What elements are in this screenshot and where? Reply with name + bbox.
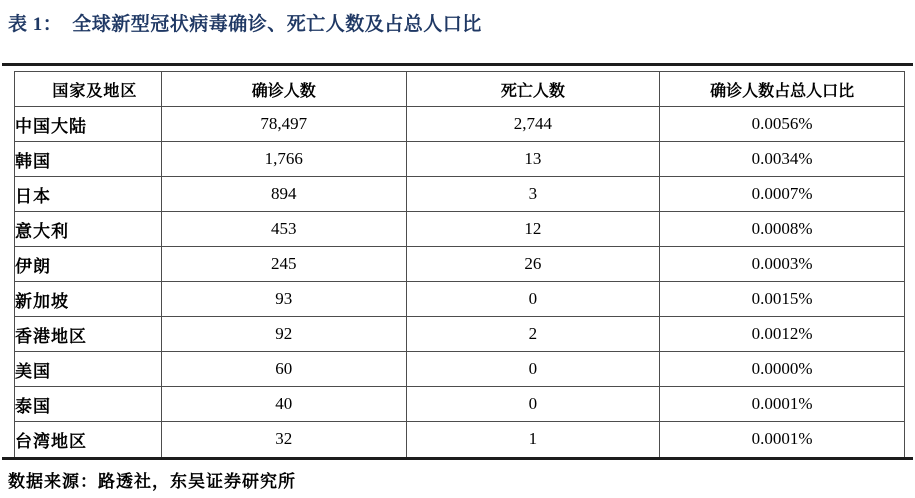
cell-deaths: 0 bbox=[406, 387, 660, 422]
table-row bbox=[15, 422, 905, 457]
table-title-text: 全球新型冠状病毒确诊、死亡人数及占总人口比 bbox=[72, 14, 482, 35]
table-row bbox=[15, 352, 905, 387]
covid-stats-table bbox=[14, 71, 905, 457]
table-row bbox=[15, 107, 905, 142]
cell-confirmed: 1,766 bbox=[161, 142, 406, 177]
cell-ratio: 0.0056% bbox=[660, 107, 905, 142]
table-row bbox=[15, 247, 905, 282]
table-frame bbox=[2, 63, 913, 460]
cell-ratio: 0.0001% bbox=[660, 422, 905, 457]
cell-region: 台湾地区 bbox=[15, 422, 162, 457]
table-row bbox=[15, 142, 905, 177]
cell-region: 泰国 bbox=[15, 387, 162, 422]
cell-confirmed: 453 bbox=[161, 212, 406, 247]
table-row bbox=[15, 212, 905, 247]
cell-deaths: 0 bbox=[406, 282, 660, 317]
header-deaths: 死亡人数 bbox=[406, 72, 660, 107]
cell-deaths: 3 bbox=[406, 177, 660, 212]
cell-deaths: 2 bbox=[406, 317, 660, 352]
cell-deaths: 12 bbox=[406, 212, 660, 247]
cell-ratio: 0.0007% bbox=[660, 177, 905, 212]
table-row bbox=[15, 282, 905, 317]
cell-ratio: 0.0008% bbox=[660, 212, 905, 247]
cell-region: 意大利 bbox=[15, 212, 162, 247]
header-row bbox=[15, 72, 905, 107]
cell-ratio: 0.0015% bbox=[660, 282, 905, 317]
table-title bbox=[8, 9, 915, 36]
cell-ratio: 0.0001% bbox=[660, 387, 905, 422]
header-region: 国家及地区 bbox=[15, 72, 162, 107]
cell-ratio: 0.0034% bbox=[660, 142, 905, 177]
cell-region: 中国大陆 bbox=[15, 107, 162, 142]
cell-deaths: 13 bbox=[406, 142, 660, 177]
table-number-label: 表 1： bbox=[8, 14, 63, 35]
cell-confirmed: 894 bbox=[161, 177, 406, 212]
cell-region: 新加坡 bbox=[15, 282, 162, 317]
source-note: 数据来源：路透社，东吴证券研究所 bbox=[8, 471, 296, 491]
cell-region: 美国 bbox=[15, 352, 162, 387]
cell-confirmed: 92 bbox=[161, 317, 406, 352]
cell-deaths: 1 bbox=[406, 422, 660, 457]
cell-region: 伊朗 bbox=[15, 247, 162, 282]
cell-deaths: 26 bbox=[406, 247, 660, 282]
header-ratio: 确诊人数占总人口比 bbox=[660, 72, 905, 107]
cell-ratio: 0.0012% bbox=[660, 317, 905, 352]
cell-region: 日本 bbox=[15, 177, 162, 212]
cell-ratio: 0.0000% bbox=[660, 352, 905, 387]
cell-confirmed: 245 bbox=[161, 247, 406, 282]
cell-confirmed: 32 bbox=[161, 422, 406, 457]
table-row bbox=[15, 317, 905, 352]
cell-confirmed: 40 bbox=[161, 387, 406, 422]
cell-region: 香港地区 bbox=[15, 317, 162, 352]
cell-ratio: 0.0003% bbox=[660, 247, 905, 282]
cell-confirmed: 78,497 bbox=[161, 107, 406, 142]
cell-confirmed: 93 bbox=[161, 282, 406, 317]
cell-deaths: 0 bbox=[406, 352, 660, 387]
cell-confirmed: 60 bbox=[161, 352, 406, 387]
cell-deaths: 2,744 bbox=[406, 107, 660, 142]
table-row bbox=[15, 177, 905, 212]
table-row bbox=[15, 387, 905, 422]
cell-region: 韩国 bbox=[15, 142, 162, 177]
header-confirmed: 确诊人数 bbox=[161, 72, 406, 107]
